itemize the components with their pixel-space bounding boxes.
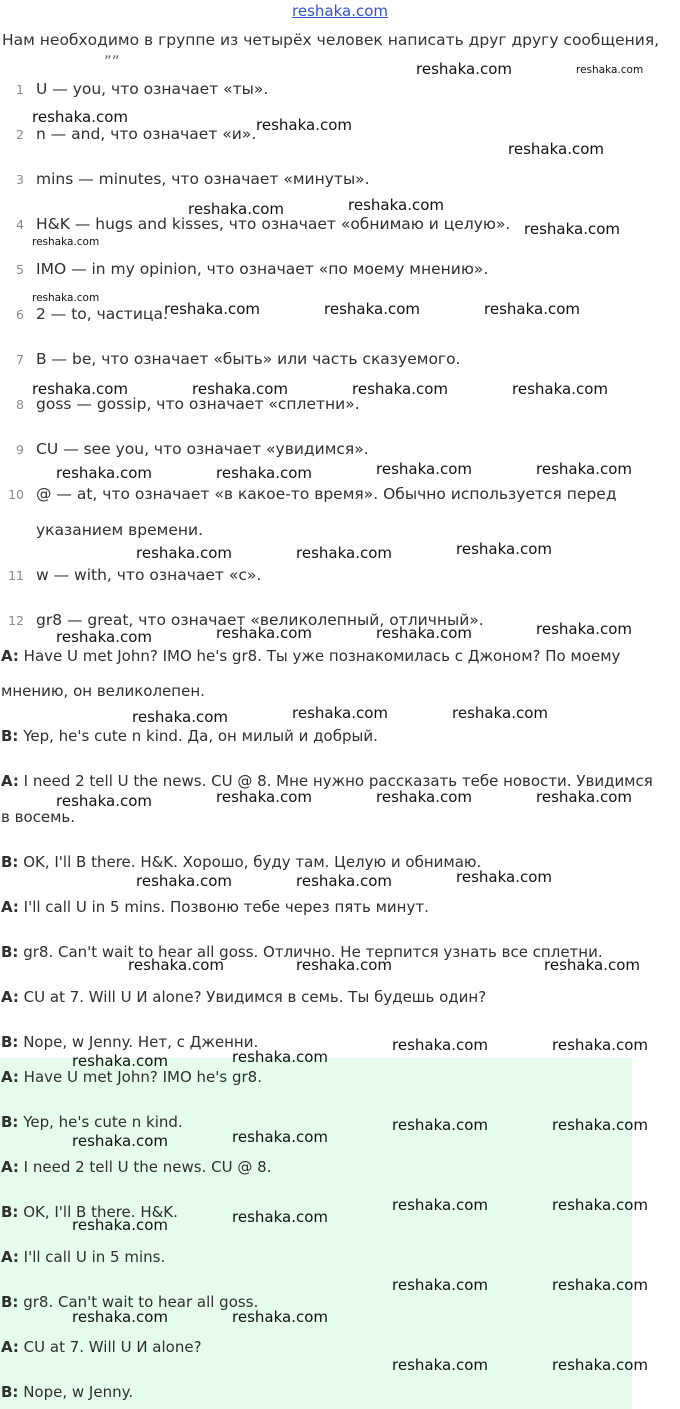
- watermark: reshaka.com: [524, 220, 620, 238]
- watermark: reshaka.com: [552, 1116, 648, 1134]
- dialogue-line: A: CU at 7. Will U И alone? Увидимся в семь. Ты будешь один?: [1, 988, 487, 1006]
- watermark: reshaka.com: [552, 1036, 648, 1054]
- answer-line: B: OK, I'll B there. H&K.: [1, 1203, 178, 1221]
- answer-line: A: I'll call U in 5 mins.: [1, 1248, 166, 1266]
- watermark: reshaka.com: [128, 956, 224, 974]
- watermark: reshaka.com: [416, 60, 512, 78]
- watermark: reshaka.com: [216, 464, 312, 482]
- speaker-label: B:: [1, 1033, 19, 1051]
- watermark: reshaka.com: [296, 544, 392, 562]
- watermark: reshaka.com: [32, 108, 128, 126]
- watermark: reshaka.com: [56, 628, 152, 646]
- watermark: reshaka.com: [508, 140, 604, 158]
- list-item-number: 4: [16, 217, 24, 232]
- speaker-label: B:: [1, 1203, 19, 1221]
- list-item-text: mins — minutes, что означает «минуты».: [36, 170, 370, 188]
- dialogue-line-continued: мнению, он великолепен.: [1, 682, 205, 700]
- watermark: reshaka.com: [136, 544, 232, 562]
- speaker-label: B:: [1, 1383, 19, 1401]
- list-item-number: 10: [8, 487, 24, 502]
- speaker-label: A:: [1, 772, 19, 790]
- watermark: reshaka.com: [392, 1116, 488, 1134]
- watermark: reshaka.com: [456, 540, 552, 558]
- dialogue-line-continued: в восемь.: [1, 808, 76, 826]
- watermark: reshaka.com: [536, 788, 632, 806]
- watermark: reshaka.com: [136, 872, 232, 890]
- dialogue-line: A: I need 2 tell U the news. CU @ 8. Мне нужно рассказать тебе новости. Увидимся: [1, 772, 653, 790]
- watermark: reshaka.com: [216, 788, 312, 806]
- speaker-label: B:: [1, 727, 19, 745]
- watermark: reshaka.com: [296, 956, 392, 974]
- watermark: reshaka.com: [352, 380, 448, 398]
- answer-line: A: I need 2 tell U the news. CU @ 8.: [1, 1158, 272, 1176]
- answer-line: A: CU at 7. Will U И alone?: [1, 1338, 202, 1356]
- list-item-text: B — be, что означает «быть» или часть сказуемого.: [36, 350, 461, 368]
- watermark: reshaka.com: [32, 292, 100, 304]
- watermark: reshaka.com: [232, 1308, 328, 1326]
- list-item-text: IMO — in my opinion, что означает «по моему мнению».: [36, 260, 489, 278]
- list-item-text: U — you, что означает «ты».: [36, 80, 269, 98]
- watermark: reshaka.com: [56, 792, 152, 810]
- dialogue-line: B: OK, I'll B there. H&K. Хорошо, буду там. Целую и обнимаю.: [1, 853, 482, 871]
- watermark: reshaka.com: [188, 200, 284, 218]
- list-item-number: 7: [16, 352, 24, 367]
- watermark: reshaka.com: [392, 1356, 488, 1374]
- watermark: reshaka.com: [232, 1128, 328, 1146]
- list-item-number: 5: [16, 262, 24, 277]
- watermark: reshaka.com: [376, 460, 472, 478]
- list-item-number: 6: [16, 307, 24, 322]
- watermark: reshaka.com: [536, 460, 632, 478]
- list-item-text: CU — see you, что означает «увидимся».: [36, 440, 369, 458]
- site-link[interactable]: reshaka.com: [292, 2, 388, 20]
- watermark: reshaka.com: [292, 704, 388, 722]
- speaker-label: A:: [1, 1158, 19, 1176]
- watermark: reshaka.com: [452, 704, 548, 722]
- speaker-label: A:: [1, 898, 19, 916]
- speaker-label: A:: [1, 988, 19, 1006]
- watermark: reshaka.com: [544, 956, 640, 974]
- watermark: reshaka.com: [232, 1208, 328, 1226]
- list-item-number: 3: [16, 172, 24, 187]
- list-item-text: 2 — to, частица.: [36, 305, 168, 323]
- watermark: reshaka.com: [232, 1048, 328, 1066]
- list-item-number: 9: [16, 442, 24, 457]
- list-item-text-continued: указанием времени.: [36, 521, 204, 539]
- watermark: reshaka.com: [32, 380, 128, 398]
- intro-text-cut-off: [104, 53, 122, 63]
- watermark: reshaka.com: [376, 624, 472, 642]
- watermark: reshaka.com: [72, 1216, 168, 1234]
- dialogue-line: A: I'll call U in 5 mins. Позвоню тебе через пять минут.: [1, 898, 429, 916]
- speaker-label: A:: [1, 647, 19, 665]
- watermark: reshaka.com: [552, 1196, 648, 1214]
- dialogue-line: B: Nope, w Jenny. Нет, с Дженни.: [1, 1033, 259, 1051]
- list-item-number: 1: [16, 82, 24, 97]
- answer-line: B: Nope, w Jenny.: [1, 1383, 134, 1401]
- watermark: reshaka.com: [32, 236, 100, 248]
- watermark: reshaka.com: [216, 624, 312, 642]
- watermark: reshaka.com: [132, 708, 228, 726]
- intro-text: Нам необходимо в группе из четырёх человек написать друг другу сообщения,: [2, 31, 660, 49]
- watermark: reshaka.com: [512, 380, 608, 398]
- list-item-text: n — and, что означает «и».: [36, 125, 257, 143]
- watermark: reshaka.com: [552, 1356, 648, 1374]
- watermark: reshaka.com: [456, 868, 552, 886]
- watermark: reshaka.com: [392, 1196, 488, 1214]
- list-item-number: 11: [8, 568, 24, 583]
- watermark: reshaka.com: [72, 1132, 168, 1150]
- watermark: reshaka.com: [376, 788, 472, 806]
- list-item-text: goss — gossip, что означает «сплетни».: [36, 395, 360, 413]
- speaker-label: B:: [1, 943, 19, 961]
- dialogue-line: A: Have U met John? IMO he's gr8. Ты уже познакомилась с Джоном? По моему: [1, 647, 621, 665]
- list-item-text: gr8 — great, что означает «великолепный, отличный».: [36, 611, 484, 629]
- speaker-label: A:: [1, 1068, 19, 1086]
- watermark: reshaka.com: [392, 1036, 488, 1054]
- watermark: reshaka.com: [348, 196, 444, 214]
- watermark: reshaka.com: [192, 380, 288, 398]
- list-item-number: 2: [16, 127, 24, 142]
- list-item-number: 8: [16, 397, 24, 412]
- speaker-label: A:: [1, 1248, 19, 1266]
- answer-line: A: Have U met John? IMO he's gr8.: [1, 1068, 262, 1086]
- list-item-number: 12: [8, 613, 24, 628]
- answer-line: B: Yep, he's cute n kind.: [1, 1113, 183, 1131]
- list-item-text: H&K — hugs and kisses, что означает «обнимаю и целую».: [36, 215, 511, 233]
- watermark: reshaka.com: [576, 64, 644, 76]
- watermark: reshaka.com: [392, 1276, 488, 1294]
- speaker-label: B:: [1, 1113, 19, 1131]
- watermark: reshaka.com: [484, 300, 580, 318]
- watermark: reshaka.com: [56, 464, 152, 482]
- watermark: reshaka.com: [536, 620, 632, 638]
- answer-line: B: gr8. Can't wait to hear all goss.: [1, 1293, 259, 1311]
- list-item-text: w — with, что означает «с».: [36, 566, 262, 584]
- watermark: reshaka.com: [552, 1276, 648, 1294]
- watermark: reshaka.com: [72, 1308, 168, 1326]
- list-item-text: @ — at, что означает «в какое-то время». Обычно используется перед: [36, 485, 617, 503]
- speaker-label: A:: [1, 1338, 19, 1356]
- speaker-label: B:: [1, 1293, 19, 1311]
- watermark: reshaka.com: [324, 300, 420, 318]
- speaker-label: B:: [1, 853, 19, 871]
- watermark: reshaka.com: [296, 872, 392, 890]
- watermark: reshaka.com: [72, 1052, 168, 1070]
- dialogue-line: B: Yep, he's cute n kind. Да, он милый и добрый.: [1, 727, 378, 745]
- watermark: reshaka.com: [164, 300, 260, 318]
- watermark: reshaka.com: [256, 116, 352, 134]
- dialogue-line: B: gr8. Can't wait to hear all goss. Отлично. Не терпится узнать все сплетни.: [1, 943, 603, 961]
